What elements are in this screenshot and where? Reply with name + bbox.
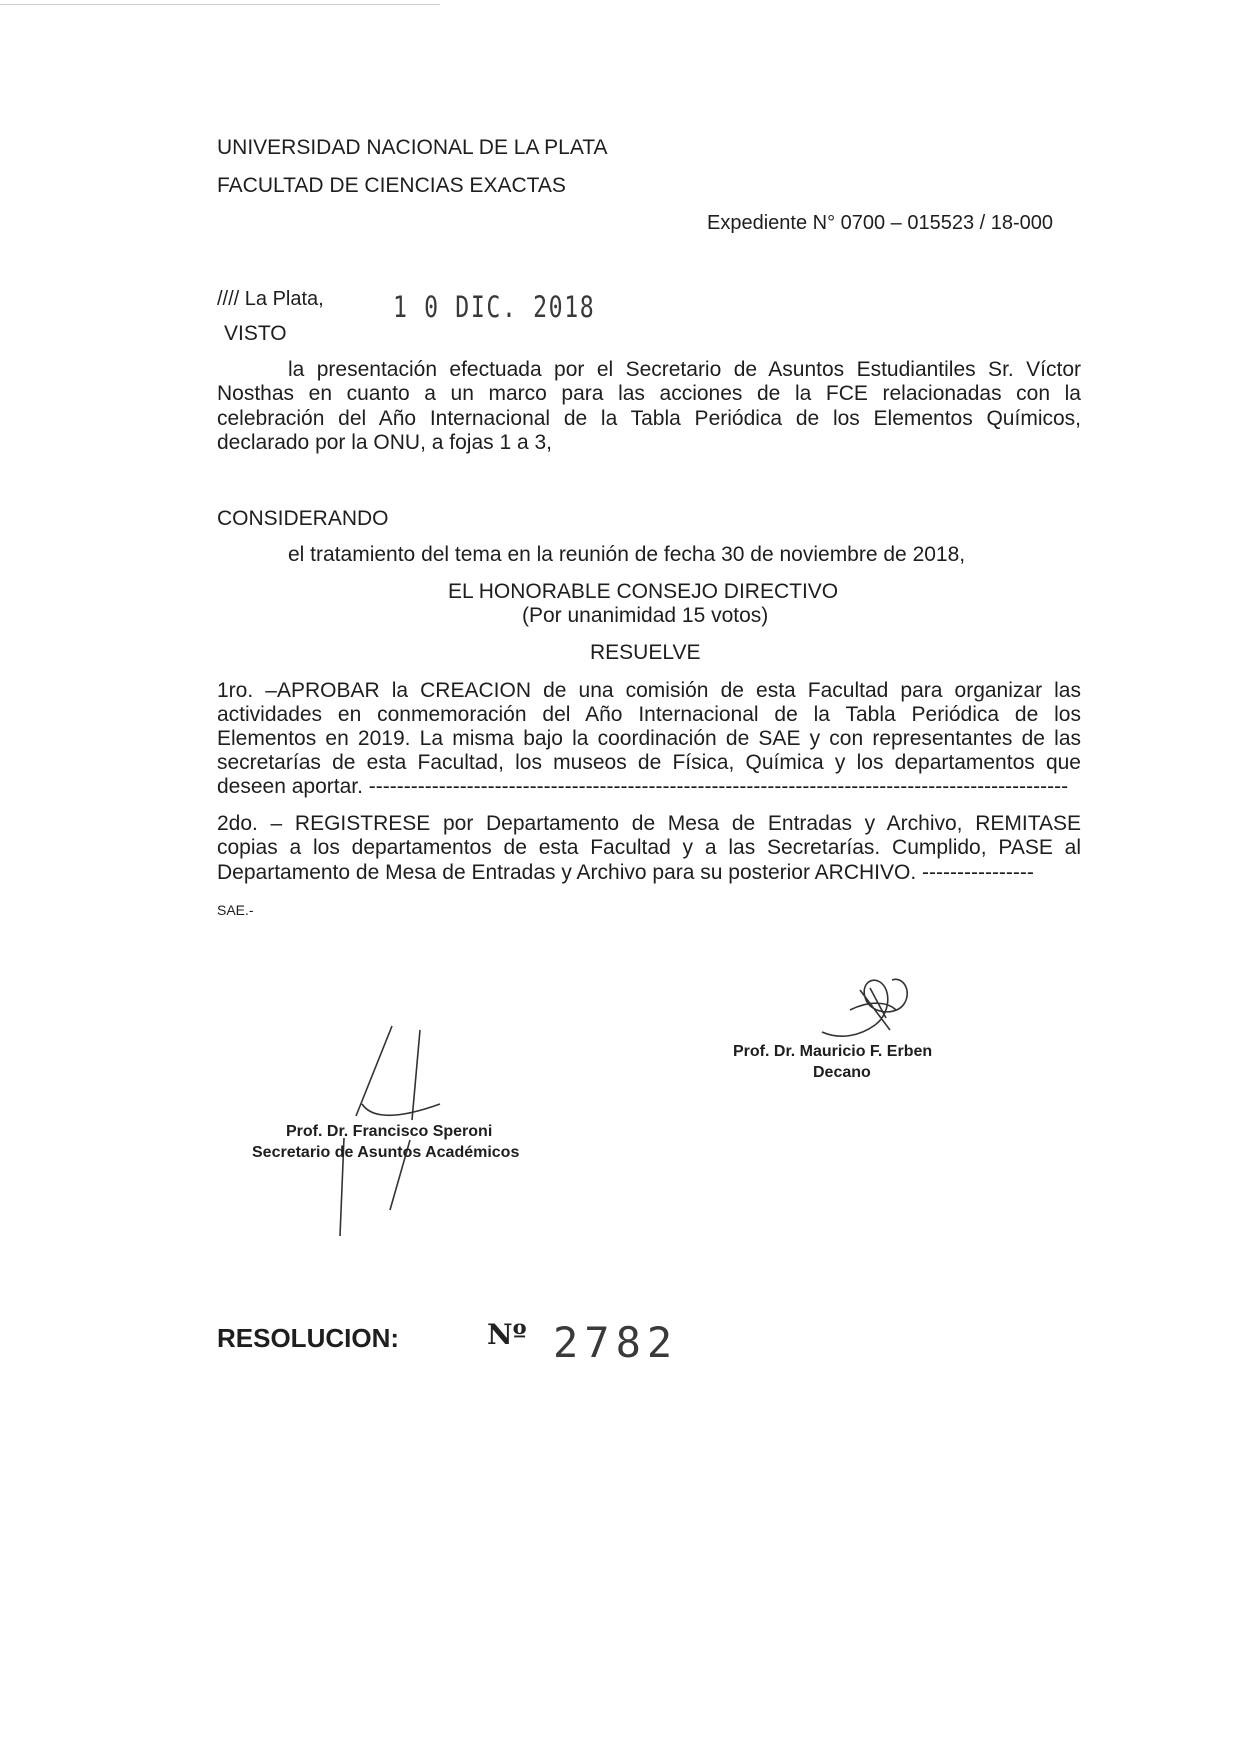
visto-heading: VISTO (224, 322, 287, 345)
resolution-label: RESOLUCION: (217, 1323, 399, 1353)
dean-role: Decano (813, 1064, 871, 1081)
expediente-number: Expediente N° 0700 – 015523 / 18-000 (707, 212, 1054, 234)
date-stamp: 1 0 DIC. 2018 (393, 290, 596, 324)
secretary-name: Prof. Dr. Francisco Speroni (286, 1123, 493, 1140)
visto-line-1: la presentación efectuada por el Secretario de Asuntos Estudiantiles Sr. Víctor (288, 358, 1081, 381)
article-2-line-1: 2do. – REGISTRESE por Departamento de Mesa de Entradas y Archivo, REMITASE (217, 812, 1081, 835)
article-1-line-1: 1ro. –APROBAR la CREACION de una comisión de esta Facultad para organizar las (217, 679, 1081, 702)
article-1-line-5: deseen aportar. ---------------------------------------------------------------------------------------------------- (217, 775, 1069, 798)
university-name: UNIVERSIDAD NACIONAL DE LA PLATA (217, 136, 608, 159)
article-2-line-2: copias a los departamentos de esta Facultad y a las Secretarías. Cumplido, PASE al (217, 836, 1081, 859)
considerando-text: el tratamiento del tema en la reunión de fecha 30 de noviembre de 2018, (288, 543, 966, 566)
considerando-heading: CONSIDERANDO (217, 507, 389, 530)
resolution-number-prefix: Nº (487, 1318, 527, 1351)
article-1-line-3: Elementos en 2019. La misma bajo la coordinación de SAE y con representantes de las (217, 727, 1081, 750)
visto-line-4: declarado por la ONU, a fojas 1 a 3, (217, 431, 553, 454)
dean-name: Prof. Dr. Mauricio F. Erben (733, 1043, 933, 1060)
article-1-line-4: secretarías de esta Facultad, los museos de Física, Química y los departamentos que (217, 751, 1081, 774)
resolution-number: 2782 (553, 1318, 679, 1367)
council-title: EL HONORABLE CONSEJO DIRECTIVO (448, 580, 839, 603)
scan-edge-line (0, 4, 440, 5)
visto-line-3: celebración del Año Internacional de la Tabla Periódica de los Elementos Químicos, (217, 407, 1081, 430)
resuelve-heading: RESUELVE (590, 641, 701, 664)
article-2-line-3: Departamento de Mesa de Entradas y Archivo para su posterior ARCHIVO. ---------------- (217, 861, 1034, 884)
initials: SAE.- (217, 902, 254, 918)
article-1-line-2: actividades en conmemoración del Año Internacional de la Tabla Periódica de los (217, 703, 1081, 726)
place-label: //// La Plata, (217, 288, 324, 310)
faculty-name: FACULTAD DE CIENCIAS EXACTAS (217, 174, 566, 197)
vote-count: (Por unanimidad 15 votos) (522, 604, 769, 627)
visto-line-2: Nosthas en cuanto a un marco para las acciones de la FCE relacionadas con la (217, 382, 1081, 405)
secretary-role: Secretario de Asuntos Académicos (252, 1144, 520, 1161)
